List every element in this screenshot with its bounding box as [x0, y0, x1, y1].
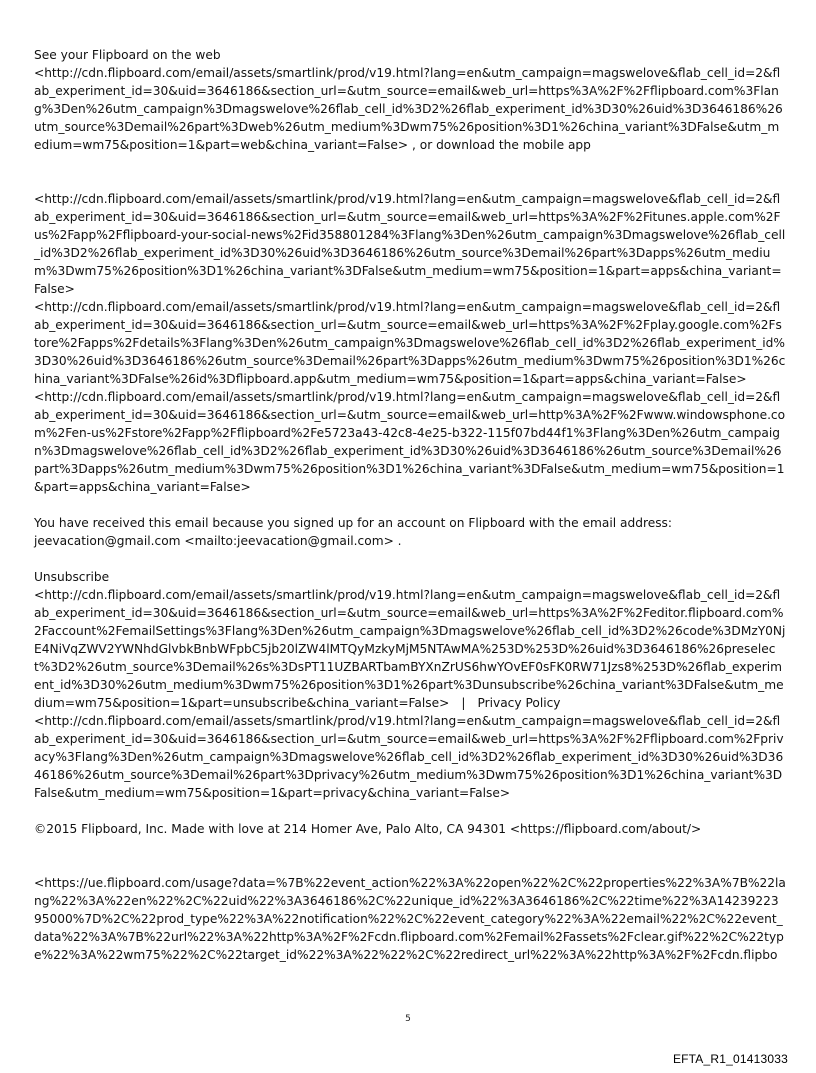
document-body	[34, 46, 786, 964]
web-link-suffix: , or download the mobile app	[408, 138, 591, 152]
web-link-paragraph	[34, 64, 786, 154]
unsubscribe-label: Unsubscribe	[34, 570, 110, 584]
bates-number: EFTA_R1_01413033	[672, 1052, 788, 1066]
spacer	[34, 496, 786, 514]
privacy-policy-link[interactable]: <http://cdn.flipboard.com/email/assets/smartlink/prod/v19.html?lang=en&utm_campaign=magswelove&flab_cell_id=2&flab_experiment_id=30&uid=3646186&section_url=&utm_source=email&web_url=https%3A%2F%2Fflipboard.com%2Fprivacy%3Flang%3Den%26utm_campaign%3Dmagswelove%26flab_cell_id%3D2%26flab_experiment_id%3D30%26uid%3D3646186%26utm_source%3Demail%26part%3Dprivacy%26utm_medium%3Dwm75%26position%3D1%26china_variant%3DFalse&utm_medium=wm75&position=1&part=privacy&china_variant=False>	[34, 714, 784, 800]
received-notice: You have received this email because you signed up for an account on Flipboard with the email address:	[34, 516, 673, 530]
web-intro-text: See your Flipboard on the web	[34, 48, 221, 62]
unsubscribe-paragraph	[34, 586, 786, 712]
spacer	[34, 802, 786, 820]
email-address-line[interactable]: jeevacation@gmail.com <mailto:jeevacation@gmail.com> .	[34, 534, 402, 548]
usage-tracking-link[interactable]: <https://ue.flipboard.com/usage?data=%7B%22event_action%22%3A%22open%22%2C%22properties%22%3A%7B%22lang%22%3A%22en%22%2C%22uid%22%3A3646186%2C%22unique_id%22%3A3646186%2C%22time%22%3A1423922395000%7D%2C%22prod_type%22%3A%22notification%22%2C%22event_category%22%3A%22email%22%2C%22event_data%22%3A%7B%22url%22%3A%22http%3A%2F%2Fcdn.flipboard.com%2Femail%2Fassets%2Fclear.gif%22%2C%22type%22%3A%22wm75%22%2C%22target_id%22%3A%22%22%2C%22redirect_url%22%3A%22http%3A%2F%2Fcdn.flipbo	[34, 876, 786, 962]
app-store-link[interactable]: <http://cdn.flipboard.com/email/assets/smartlink/prod/v19.html?lang=en&utm_campaign=magswelove&flab_cell_id=2&flab_experiment_id=30&uid=3646186&section_url=&utm_source=email&web_url=https%3A%2F%2Fitunes.apple.com%2Fus%2Fapp%2Fflipboard-your-social-news%2Fid358801284%3Flang%3Den%26utm_campaign%3Dmagswelove%26flab_cell_id%3D2%26flab_experiment_id%3D30%26uid%3D3646186%26utm_source%3Demail%26part%3Dapps%26utm_medium%3Dwm75%26position%3D1%26china_variant%3DFalse&utm_medium=wm75&position=1&part=apps&china_variant=False>	[34, 192, 786, 296]
page-number: 5	[405, 1014, 411, 1024]
copyright-line: ©2015 Flipboard, Inc. Made with love at 214 Homer Ave, Palo Alto, CA 94301 <https://flipboard.com/about/>	[34, 822, 702, 836]
link-separator: |	[461, 696, 466, 710]
windows-phone-link[interactable]: <http://cdn.flipboard.com/email/assets/smartlink/prod/v19.html?lang=en&utm_campaign=magswelove&flab_cell_id=2&flab_experiment_id=30&uid=3646186&section_url=&utm_source=email&web_url=http%3A%2F%2Fwww.windowsphone.com%2Fen-us%2Fstore%2Fapp%2Fflipboard%2Fe5723a43-42c8-4e25-b322-115f07bd44f1%3Flang%3Den%26utm_campaign%3Dmagswelove%26flab_cell_id%3D2%26flab_experiment_id%3D30%26uid%3D3646186%26utm_source%3Demail%26part%3Dapps%26utm_medium%3Dwm75%26position%3D1%26china_variant%3DFalse&utm_medium=wm75&position=1&part=apps&china_variant=False>	[34, 390, 786, 494]
spacer	[34, 154, 786, 190]
spacer	[34, 550, 786, 568]
google-play-link[interactable]: <http://cdn.flipboard.com/email/assets/smartlink/prod/v19.html?lang=en&utm_campaign=magswelove&flab_cell_id=2&flab_experiment_id=30&uid=3646186&section_url=&utm_source=email&web_url=https%3A%2F%2Fplay.google.com%2Fstore%2Fapps%2Fdetails%3Flang%3Den%26utm_campaign%3Dmagswelove%26flab_cell_id%3D2%26flab_experiment_id%3D30%26uid%3D3646186%26utm_source%3Demail%26part%3Dapps%26utm_medium%3Dwm75%26position%3D1%26china_variant%3DFalse%26id%3Dflipboard.app&utm_medium=wm75&position=1&part=apps&china_variant=False>	[34, 300, 786, 386]
unsubscribe-link[interactable]: <http://cdn.flipboard.com/email/assets/smartlink/prod/v19.html?lang=en&utm_campaign=magswelove&flab_cell_id=2&flab_experiment_id=30&uid=3646186&section_url=&utm_source=email&web_url=https%3A%2F%2Feditor.flipboard.com%2Faccount%2FemailSettings%3Flang%3Den%26utm_campaign%3Dmagswelove%26flab_cell_id%3D2%26code%3DMzY0NjE4NiVqZWV2YWNhdGlvbkBnbWFpbC5jb20lZW4lMTQyMzkyMjM5NTAwMA%253D%253D%26uid%3D3646186%26preselect%3D2%26utm_source%3Demail%26s%3DsPT11UZBARTbamBYXnZrUS6hwYOvEF0sFK0RW71Jzs8%253D%26flab_experiment_id%3D30%26utm_medium%3Dwm75%26position%3D1%26part%3Dunsubscribe%26china_variant%3DFalse&utm_medium=wm75&position=1&part=unsubscribe&china_variant=False>	[34, 588, 786, 710]
spacer	[34, 838, 786, 874]
web-link[interactable]: <http://cdn.flipboard.com/email/assets/smartlink/prod/v19.html?lang=en&utm_campaign=magswelove&flab_cell_id=2&flab_experiment_id=30&uid=3646186&section_url=&utm_source=email&web_url=https%3A%2F%2Fflipboard.com%3Flang%3Den%26utm_campaign%3Dmagswelove%26flab_cell_id%3D2%26flab_experiment_id%3D30%26uid%3D3646186%26utm_source%3Demail%26part%3Dweb%26utm_medium%3Dwm75%26position%3D1%26china_variant%3DFalse&utm_medium=wm75&position=1&part=web&china_variant=False>	[34, 66, 783, 152]
privacy-policy-label: Privacy Policy	[477, 696, 561, 710]
